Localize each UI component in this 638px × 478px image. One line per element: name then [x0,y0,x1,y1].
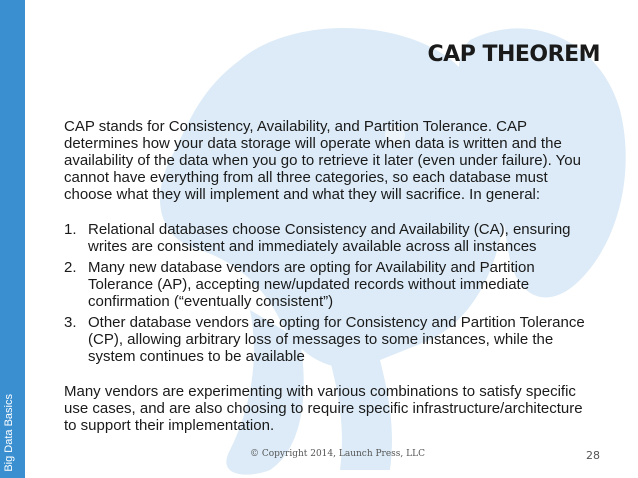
cap-list [64,221,596,365]
outro-paragraph: Many vendors are experimenting with various combinations to satisfy specific use cases, and are also choosing to require specific infrastructure/architecture to support their implementation. [64,383,583,434]
list-number: 1. [64,221,77,238]
page-number: 28 [586,449,600,462]
list-number: 2. [64,259,77,276]
slide-title: CAP THEOREM [427,42,600,67]
list-item [64,259,596,310]
copyright-footer: © Copyright 2014, Launch Press, LLC [250,449,425,459]
list-text: Relational databases choose Consistency and Availability (CA), ensuring writes are consistent and immediately available across all instances [88,221,571,255]
slide-body [64,118,596,434]
list-item [64,314,596,365]
list-number: 3. [64,314,77,331]
sidebar-bar [0,0,25,478]
list-text: Many new database vendors are opting for Availability and Partition Tolerance (AP), accepting new/updated records without immediate confirmation (“eventually consistent”) [88,259,535,310]
list-item [64,221,596,255]
sidebar-label: Big Data Basics [3,394,15,472]
list-text: Other database vendors are opting for Consistency and Partition Tolerance (CP), allowing arbitrary loss of messages to some instances, while the system continues to be available [88,314,585,365]
intro-paragraph: CAP stands for Consistency, Availability, and Partition Tolerance. CAP determines how your data storage will operate when data is written and the availability of the data when you go to retrieve it later (even under failure). You cannot have everything from all three categories, so each database must choose what they will implement and what they will sacrifice. In general: [64,118,581,203]
